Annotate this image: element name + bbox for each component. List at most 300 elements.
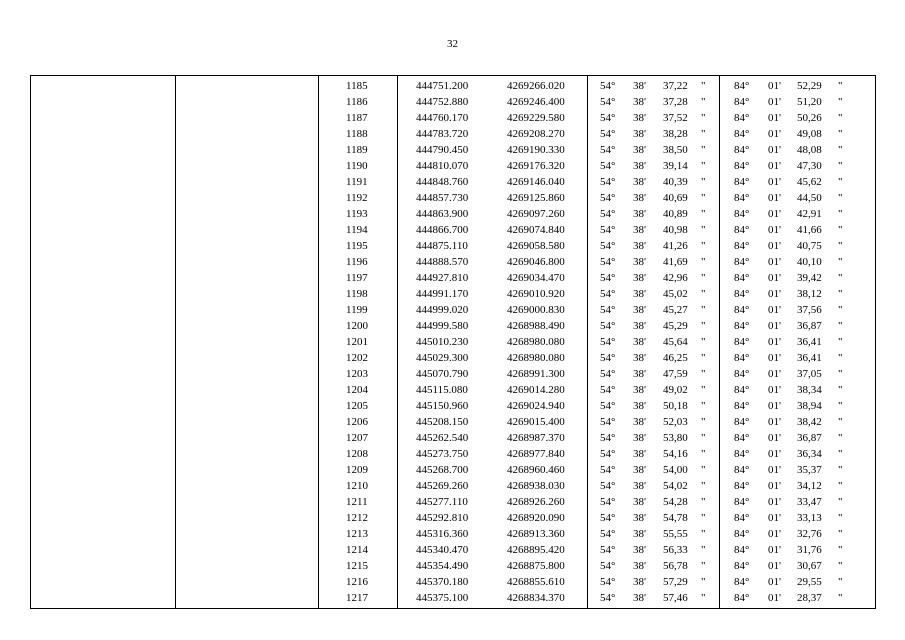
longitude-degrees: 84° <box>734 528 750 540</box>
x-coordinate: 445370.180 <box>416 576 469 588</box>
longitude-minutes: 01' <box>768 208 781 220</box>
longitude-seconds: 38,42 <box>797 416 822 428</box>
x-coordinate: 444866.700 <box>416 224 469 236</box>
point-number: 1216 <box>346 576 368 588</box>
longitude-minutes: 01' <box>768 368 781 380</box>
latitude-seconds-mark: " <box>701 128 706 140</box>
latitude-seconds-mark: " <box>701 352 706 364</box>
table-row <box>31 574 875 590</box>
latitude-minutes: 38' <box>633 400 646 412</box>
x-coordinate: 444790.450 <box>416 144 469 156</box>
y-coordinate: 4269046.800 <box>507 256 565 268</box>
point-number: 1202 <box>346 352 368 364</box>
longitude-degrees: 84° <box>734 176 750 188</box>
longitude-degrees: 84° <box>734 368 750 380</box>
longitude-seconds: 45,62 <box>797 176 822 188</box>
point-number: 1185 <box>346 80 368 92</box>
y-coordinate: 4269125.860 <box>507 192 565 204</box>
latitude-minutes: 38' <box>633 256 646 268</box>
latitude-degrees: 54° <box>600 544 616 556</box>
longitude-degrees: 84° <box>734 448 750 460</box>
longitude-degrees: 84° <box>734 160 750 172</box>
latitude-minutes: 38' <box>633 544 646 556</box>
longitude-seconds: 35,37 <box>797 464 822 476</box>
table-row <box>31 206 875 222</box>
latitude-minutes: 38' <box>633 384 646 396</box>
latitude-seconds: 37,22 <box>663 80 688 92</box>
longitude-minutes: 01' <box>768 288 781 300</box>
x-coordinate: 445269.260 <box>416 480 469 492</box>
point-number: 1205 <box>346 400 368 412</box>
table-row <box>31 286 875 302</box>
point-number: 1208 <box>346 448 368 460</box>
latitude-degrees: 54° <box>600 480 616 492</box>
latitude-seconds: 45,02 <box>663 288 688 300</box>
y-coordinate: 4269176.320 <box>507 160 565 172</box>
y-coordinate: 4269034.470 <box>507 272 565 284</box>
longitude-seconds-mark: " <box>838 512 843 524</box>
latitude-degrees: 54° <box>600 96 616 108</box>
longitude-seconds-mark: " <box>838 352 843 364</box>
longitude-degrees: 84° <box>734 464 750 476</box>
latitude-minutes: 38' <box>633 240 646 252</box>
table-row <box>31 126 875 142</box>
longitude-minutes: 01' <box>768 464 781 476</box>
longitude-seconds: 52,29 <box>797 80 822 92</box>
longitude-minutes: 01' <box>768 448 781 460</box>
x-coordinate: 444999.580 <box>416 320 469 332</box>
point-number: 1186 <box>346 96 368 108</box>
longitude-degrees: 84° <box>734 336 750 348</box>
table-row <box>31 478 875 494</box>
latitude-seconds-mark: " <box>701 496 706 508</box>
table-row <box>31 446 875 462</box>
longitude-minutes: 01' <box>768 96 781 108</box>
table-row <box>31 318 875 334</box>
latitude-seconds: 41,69 <box>663 256 688 268</box>
table-row <box>31 78 875 94</box>
latitude-seconds: 49,02 <box>663 384 688 396</box>
latitude-seconds: 42,96 <box>663 272 688 284</box>
point-number: 1211 <box>346 496 368 508</box>
longitude-minutes: 01' <box>768 512 781 524</box>
latitude-minutes: 38' <box>633 512 646 524</box>
longitude-minutes: 01' <box>768 80 781 92</box>
latitude-minutes: 38' <box>633 576 646 588</box>
x-coordinate: 445070.790 <box>416 368 469 380</box>
longitude-seconds: 40,75 <box>797 240 822 252</box>
point-number: 1188 <box>346 128 368 140</box>
latitude-minutes: 38' <box>633 304 646 316</box>
longitude-seconds-mark: " <box>838 400 843 412</box>
longitude-seconds-mark: " <box>838 96 843 108</box>
x-coordinate: 444863.900 <box>416 208 469 220</box>
latitude-minutes: 38' <box>633 336 646 348</box>
y-coordinate: 4268980.080 <box>507 336 565 348</box>
longitude-degrees: 84° <box>734 240 750 252</box>
table-row <box>31 558 875 574</box>
latitude-degrees: 54° <box>600 592 616 604</box>
latitude-seconds: 53,80 <box>663 432 688 444</box>
latitude-seconds: 40,89 <box>663 208 688 220</box>
latitude-seconds: 40,69 <box>663 192 688 204</box>
x-coordinate: 444927.810 <box>416 272 469 284</box>
latitude-seconds-mark: " <box>701 304 706 316</box>
latitude-minutes: 38' <box>633 320 646 332</box>
longitude-minutes: 01' <box>768 128 781 140</box>
longitude-seconds: 36,87 <box>797 432 822 444</box>
point-number: 1204 <box>346 384 368 396</box>
longitude-seconds: 36,34 <box>797 448 822 460</box>
point-number: 1192 <box>346 192 368 204</box>
latitude-degrees: 54° <box>600 448 616 460</box>
y-coordinate: 4269208.270 <box>507 128 565 140</box>
longitude-degrees: 84° <box>734 592 750 604</box>
latitude-seconds-mark: " <box>701 368 706 380</box>
latitude-minutes: 38' <box>633 352 646 364</box>
longitude-degrees: 84° <box>734 432 750 444</box>
latitude-seconds: 46,25 <box>663 352 688 364</box>
longitude-minutes: 01' <box>768 432 781 444</box>
latitude-seconds-mark: " <box>701 480 706 492</box>
longitude-seconds-mark: " <box>838 320 843 332</box>
latitude-seconds-mark: " <box>701 256 706 268</box>
longitude-minutes: 01' <box>768 592 781 604</box>
y-coordinate: 4269266.020 <box>507 80 565 92</box>
x-coordinate: 445029.300 <box>416 352 469 364</box>
y-coordinate: 4269058.580 <box>507 240 565 252</box>
x-coordinate: 444848.760 <box>416 176 469 188</box>
longitude-degrees: 84° <box>734 304 750 316</box>
latitude-minutes: 38' <box>633 528 646 540</box>
longitude-seconds-mark: " <box>838 544 843 556</box>
coordinates-table <box>30 75 876 609</box>
longitude-seconds-mark: " <box>838 480 843 492</box>
point-number: 1193 <box>346 208 368 220</box>
latitude-degrees: 54° <box>600 304 616 316</box>
latitude-seconds-mark: " <box>701 560 706 572</box>
latitude-seconds-mark: " <box>701 592 706 604</box>
x-coordinate: 445340.470 <box>416 544 469 556</box>
latitude-degrees: 54° <box>600 112 616 124</box>
point-number: 1194 <box>346 224 368 236</box>
latitude-seconds: 45,27 <box>663 304 688 316</box>
latitude-seconds-mark: " <box>701 416 706 428</box>
point-number: 1214 <box>346 544 368 556</box>
latitude-seconds: 37,52 <box>663 112 688 124</box>
latitude-seconds-mark: " <box>701 544 706 556</box>
y-coordinate: 4268920.090 <box>507 512 565 524</box>
longitude-seconds: 38,94 <box>797 400 822 412</box>
longitude-degrees: 84° <box>734 544 750 556</box>
longitude-seconds-mark: " <box>838 592 843 604</box>
latitude-seconds-mark: " <box>701 512 706 524</box>
x-coordinate: 445150.960 <box>416 400 469 412</box>
latitude-seconds: 50,18 <box>663 400 688 412</box>
latitude-seconds-mark: " <box>701 320 706 332</box>
latitude-degrees: 54° <box>600 384 616 396</box>
y-coordinate: 4268980.080 <box>507 352 565 364</box>
latitude-seconds: 45,29 <box>663 320 688 332</box>
longitude-minutes: 01' <box>768 240 781 252</box>
latitude-minutes: 38' <box>633 416 646 428</box>
latitude-seconds-mark: " <box>701 80 706 92</box>
latitude-minutes: 38' <box>633 560 646 572</box>
latitude-minutes: 38' <box>633 368 646 380</box>
longitude-minutes: 01' <box>768 224 781 236</box>
point-number: 1210 <box>346 480 368 492</box>
longitude-minutes: 01' <box>768 272 781 284</box>
latitude-minutes: 38' <box>633 448 646 460</box>
x-coordinate: 444752.880 <box>416 96 469 108</box>
latitude-degrees: 54° <box>600 528 616 540</box>
table-row <box>31 270 875 286</box>
longitude-seconds-mark: " <box>838 576 843 588</box>
point-number: 1213 <box>346 528 368 540</box>
longitude-seconds-mark: " <box>838 192 843 204</box>
longitude-seconds: 42,91 <box>797 208 822 220</box>
latitude-degrees: 54° <box>600 352 616 364</box>
latitude-degrees: 54° <box>600 128 616 140</box>
latitude-minutes: 38' <box>633 432 646 444</box>
latitude-degrees: 54° <box>600 160 616 172</box>
latitude-seconds-mark: " <box>701 240 706 252</box>
y-coordinate: 4269190.330 <box>507 144 565 156</box>
y-coordinate: 4268875.800 <box>507 560 565 572</box>
latitude-seconds-mark: " <box>701 192 706 204</box>
longitude-minutes: 01' <box>768 528 781 540</box>
latitude-degrees: 54° <box>600 224 616 236</box>
longitude-degrees: 84° <box>734 320 750 332</box>
longitude-minutes: 01' <box>768 352 781 364</box>
point-number: 1200 <box>346 320 368 332</box>
longitude-seconds: 39,42 <box>797 272 822 284</box>
latitude-seconds: 54,28 <box>663 496 688 508</box>
longitude-seconds-mark: " <box>838 128 843 140</box>
table-row <box>31 334 875 350</box>
longitude-minutes: 01' <box>768 496 781 508</box>
longitude-seconds: 38,34 <box>797 384 822 396</box>
latitude-minutes: 38' <box>633 272 646 284</box>
point-number: 1201 <box>346 336 368 348</box>
table-row <box>31 254 875 270</box>
longitude-minutes: 01' <box>768 544 781 556</box>
longitude-seconds-mark: " <box>838 256 843 268</box>
longitude-minutes: 01' <box>768 480 781 492</box>
latitude-seconds: 56,33 <box>663 544 688 556</box>
x-coordinate: 445262.540 <box>416 432 469 444</box>
latitude-seconds-mark: " <box>701 576 706 588</box>
longitude-minutes: 01' <box>768 336 781 348</box>
longitude-minutes: 01' <box>768 160 781 172</box>
table-row <box>31 398 875 414</box>
latitude-minutes: 38' <box>633 80 646 92</box>
latitude-seconds-mark: " <box>701 432 706 444</box>
longitude-seconds: 40,10 <box>797 256 822 268</box>
point-number: 1197 <box>346 272 368 284</box>
page-number: 32 <box>447 38 458 50</box>
table-row <box>31 414 875 430</box>
x-coordinate: 445115.080 <box>416 384 468 396</box>
longitude-seconds: 47,30 <box>797 160 822 172</box>
point-number: 1203 <box>346 368 368 380</box>
latitude-seconds: 57,29 <box>663 576 688 588</box>
longitude-degrees: 84° <box>734 224 750 236</box>
longitude-seconds: 48,08 <box>797 144 822 156</box>
latitude-seconds-mark: " <box>701 288 706 300</box>
latitude-degrees: 54° <box>600 208 616 220</box>
x-coordinate: 444760.170 <box>416 112 469 124</box>
latitude-minutes: 38' <box>633 112 646 124</box>
latitude-minutes: 38' <box>633 96 646 108</box>
latitude-seconds-mark: " <box>701 224 706 236</box>
y-coordinate: 4268938.030 <box>507 480 565 492</box>
x-coordinate: 445354.490 <box>416 560 469 572</box>
longitude-seconds: 29,55 <box>797 576 822 588</box>
longitude-seconds-mark: " <box>838 176 843 188</box>
longitude-seconds: 36,87 <box>797 320 822 332</box>
latitude-seconds: 57,46 <box>663 592 688 604</box>
longitude-degrees: 84° <box>734 112 750 124</box>
latitude-degrees: 54° <box>600 416 616 428</box>
x-coordinate: 444991.170 <box>416 288 469 300</box>
point-number: 1217 <box>346 592 368 604</box>
x-coordinate: 444857.730 <box>416 192 469 204</box>
table-row <box>31 94 875 110</box>
point-number: 1212 <box>346 512 368 524</box>
longitude-degrees: 84° <box>734 80 750 92</box>
point-number: 1187 <box>346 112 368 124</box>
longitude-minutes: 01' <box>768 320 781 332</box>
latitude-seconds: 54,78 <box>663 512 688 524</box>
longitude-seconds: 49,08 <box>797 128 822 140</box>
point-number: 1215 <box>346 560 368 572</box>
longitude-degrees: 84° <box>734 560 750 572</box>
longitude-minutes: 01' <box>768 400 781 412</box>
longitude-seconds: 28,37 <box>797 592 822 604</box>
x-coordinate: 444783.720 <box>416 128 469 140</box>
latitude-seconds: 40,98 <box>663 224 688 236</box>
longitude-seconds: 36,41 <box>797 336 822 348</box>
latitude-degrees: 54° <box>600 368 616 380</box>
latitude-seconds-mark: " <box>701 112 706 124</box>
table-row <box>31 110 875 126</box>
y-coordinate: 4269014.280 <box>507 384 565 396</box>
longitude-degrees: 84° <box>734 208 750 220</box>
longitude-seconds: 36,41 <box>797 352 822 364</box>
longitude-degrees: 84° <box>734 96 750 108</box>
longitude-seconds-mark: " <box>838 528 843 540</box>
y-coordinate: 4268895.420 <box>507 544 565 556</box>
longitude-seconds-mark: " <box>838 496 843 508</box>
latitude-seconds: 37,28 <box>663 96 688 108</box>
longitude-degrees: 84° <box>734 576 750 588</box>
x-coordinate: 445010.230 <box>416 336 469 348</box>
x-coordinate: 444875.110 <box>416 240 468 252</box>
x-coordinate: 445292.810 <box>416 512 469 524</box>
y-coordinate: 4268913.360 <box>507 528 565 540</box>
y-coordinate: 4268926.260 <box>507 496 565 508</box>
longitude-minutes: 01' <box>768 304 781 316</box>
longitude-degrees: 84° <box>734 352 750 364</box>
point-number: 1195 <box>346 240 368 252</box>
latitude-degrees: 54° <box>600 272 616 284</box>
x-coordinate: 445268.700 <box>416 464 469 476</box>
latitude-minutes: 38' <box>633 192 646 204</box>
y-coordinate: 4269246.400 <box>507 96 565 108</box>
longitude-seconds: 37,05 <box>797 368 822 380</box>
latitude-minutes: 38' <box>633 480 646 492</box>
latitude-seconds: 47,59 <box>663 368 688 380</box>
longitude-seconds-mark: " <box>838 112 843 124</box>
longitude-seconds-mark: " <box>838 304 843 316</box>
x-coordinate: 445208.150 <box>416 416 469 428</box>
point-number: 1189 <box>346 144 368 156</box>
latitude-degrees: 54° <box>600 176 616 188</box>
y-coordinate: 4268977.840 <box>507 448 565 460</box>
latitude-seconds-mark: " <box>701 400 706 412</box>
latitude-seconds: 54,02 <box>663 480 688 492</box>
longitude-seconds: 41,66 <box>797 224 822 236</box>
longitude-minutes: 01' <box>768 144 781 156</box>
longitude-degrees: 84° <box>734 128 750 140</box>
longitude-degrees: 84° <box>734 384 750 396</box>
longitude-degrees: 84° <box>734 192 750 204</box>
longitude-seconds-mark: " <box>838 208 843 220</box>
latitude-degrees: 54° <box>600 288 616 300</box>
latitude-seconds-mark: " <box>701 448 706 460</box>
latitude-degrees: 54° <box>600 240 616 252</box>
x-coordinate: 444999.020 <box>416 304 469 316</box>
longitude-seconds-mark: " <box>838 432 843 444</box>
table-row <box>31 542 875 558</box>
latitude-seconds: 45,64 <box>663 336 688 348</box>
point-number: 1199 <box>346 304 368 316</box>
x-coordinate: 445375.100 <box>416 592 469 604</box>
point-number: 1191 <box>346 176 368 188</box>
x-coordinate: 445273.750 <box>416 448 469 460</box>
latitude-seconds: 55,55 <box>663 528 688 540</box>
point-number: 1207 <box>346 432 368 444</box>
latitude-degrees: 54° <box>600 256 616 268</box>
longitude-minutes: 01' <box>768 112 781 124</box>
y-coordinate: 4268987.370 <box>507 432 565 444</box>
y-coordinate: 4269074.840 <box>507 224 565 236</box>
longitude-seconds-mark: " <box>838 224 843 236</box>
table-row <box>31 382 875 398</box>
latitude-degrees: 54° <box>600 512 616 524</box>
longitude-seconds-mark: " <box>838 336 843 348</box>
longitude-minutes: 01' <box>768 384 781 396</box>
point-number: 1190 <box>346 160 368 172</box>
table-row <box>31 142 875 158</box>
y-coordinate: 4269000.830 <box>507 304 565 316</box>
longitude-seconds: 30,67 <box>797 560 822 572</box>
longitude-minutes: 01' <box>768 192 781 204</box>
latitude-degrees: 54° <box>600 80 616 92</box>
y-coordinate: 4269229.580 <box>507 112 565 124</box>
longitude-seconds-mark: " <box>838 384 843 396</box>
latitude-seconds-mark: " <box>701 384 706 396</box>
latitude-degrees: 54° <box>600 432 616 444</box>
longitude-seconds: 34,12 <box>797 480 822 492</box>
longitude-seconds-mark: " <box>838 288 843 300</box>
y-coordinate: 4268960.460 <box>507 464 565 476</box>
y-coordinate: 4269010.920 <box>507 288 565 300</box>
table-row <box>31 302 875 318</box>
latitude-degrees: 54° <box>600 192 616 204</box>
longitude-seconds: 51,20 <box>797 96 822 108</box>
